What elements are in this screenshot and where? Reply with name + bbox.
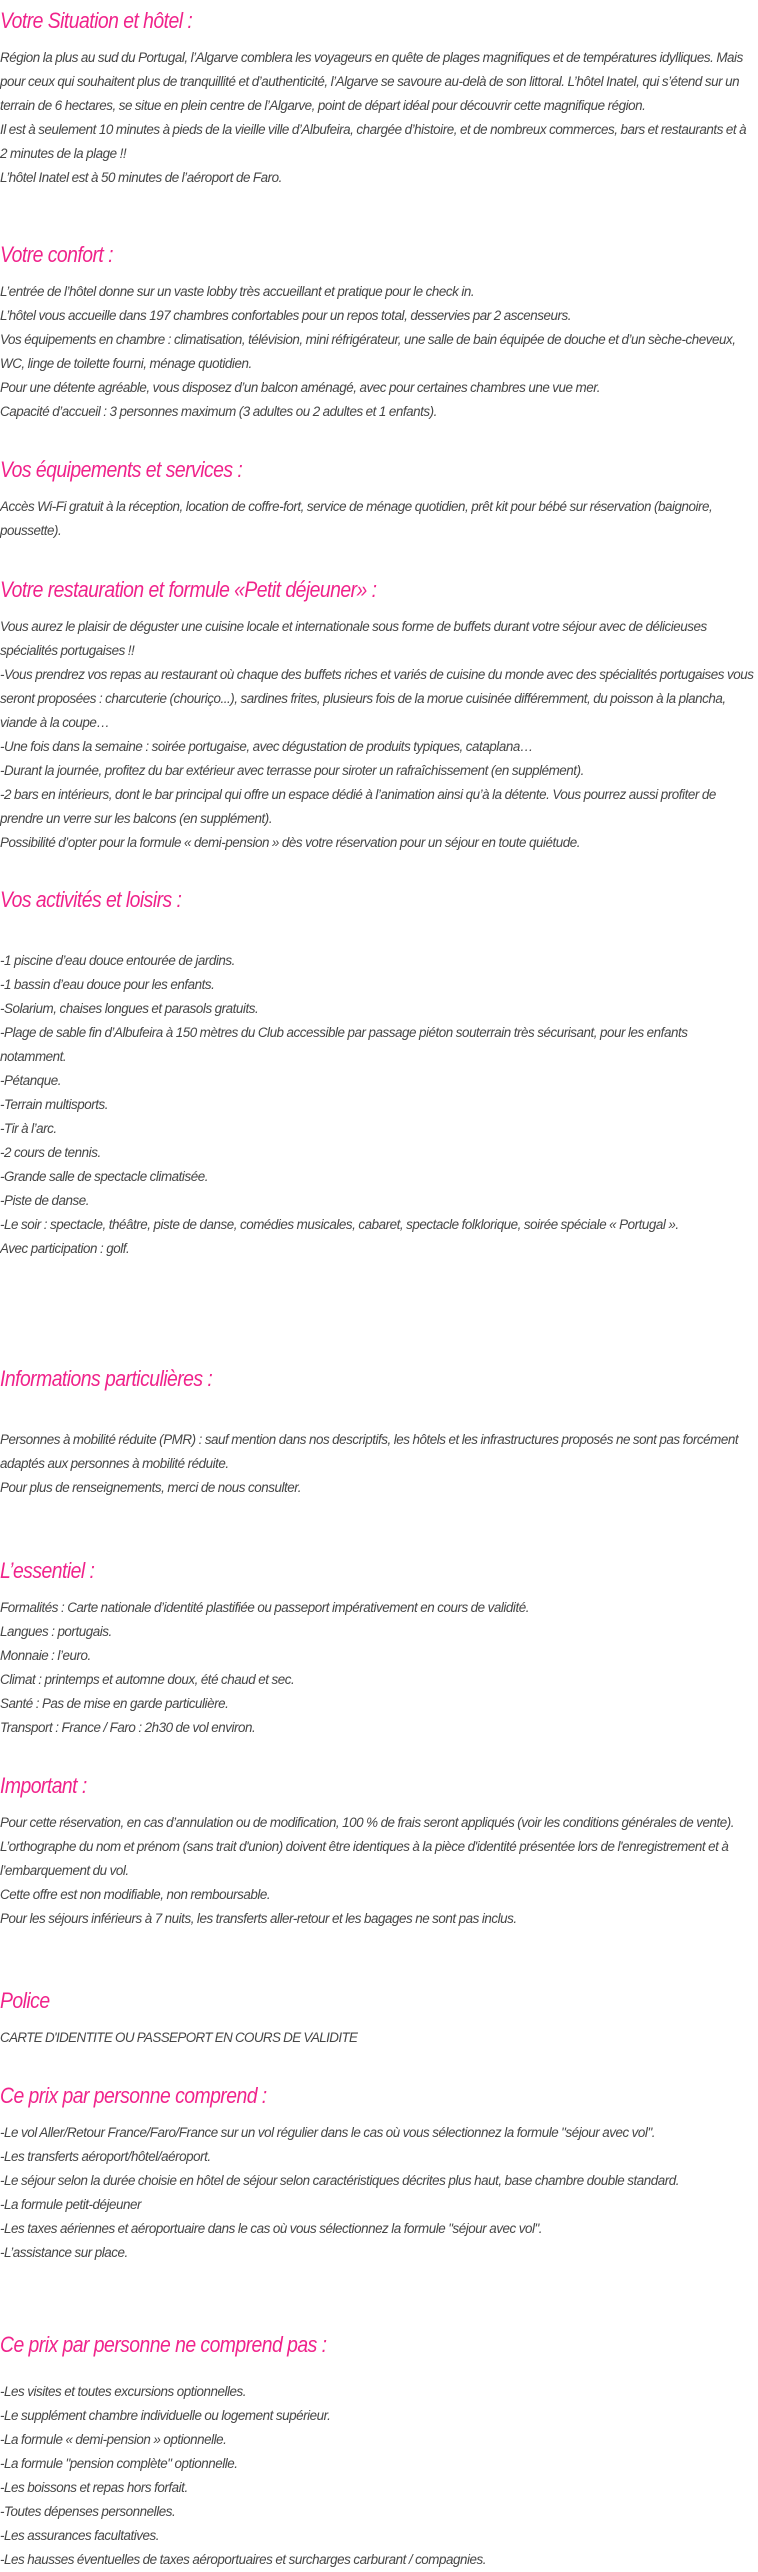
section-body: [0, 949, 756, 1261]
list-item: -1 piscine d’eau douce entourée de jardins.: [0, 953, 235, 968]
list-item: -Toutes dépenses personnelles.: [0, 2504, 176, 2519]
section-body: [0, 1428, 756, 1500]
paragraph: CARTE D'IDENTITE OU PASSEPORT EN COURS DE VALIDITE: [0, 2030, 358, 2045]
section-body: [0, 1811, 756, 1931]
paragraph: -Durant la journée, profitez du bar extérieur avec terrasse pour siroter un rafraîchissement (en supplément).: [0, 763, 584, 778]
paragraph: Vos équipements en chambre : climatisation, télévision, mini réfrigérateur, une salle de bain équipée de douche et d’un sèche-cheveux, WC, linge de toilette fourni, ménage quotidien.: [0, 332, 736, 371]
section-body: [0, 2380, 756, 2572]
list-item: -Plage de sable fin d’Albufeira à 150 mètres du Club accessible par passage piéton souterrain très sécurisant, pour les enfants notamment.: [0, 1025, 688, 1064]
list-item: -Terrain multisports.: [0, 1097, 109, 1112]
paragraph: Cette offre est non modifiable, non remboursable.: [0, 1887, 271, 1902]
section-body: [0, 2121, 756, 2265]
list-item: -Solarium, chaises longues et parasols gratuits.: [0, 1001, 259, 1016]
paragraph: Personnes à mobilité réduite (PMR) : sauf mention dans nos descriptifs, les hôtels et les infrastructures proposés ne sont pas forcément adaptés aux personnes à mobilité réduite.: [0, 1432, 739, 1471]
paragraph: L’entrée de l’hôtel donne sur un vaste lobby très accueillant et pratique pour le check in.: [0, 284, 475, 299]
section-heading: Important :: [0, 1773, 87, 1798]
section-prix-comprend: [0, 2081, 756, 2265]
list-item: -1 bassin d’eau douce pour les enfants.: [0, 977, 215, 992]
list-item: -2 cours de tennis.: [0, 1145, 101, 1160]
section-body: [0, 615, 756, 855]
list-item: -Grande salle de spectacle climatisée.: [0, 1169, 208, 1184]
list-item: -La formule « demi-pension » optionnelle.: [0, 2432, 227, 2447]
section-heading: Ce prix par personne comprend :: [0, 2083, 267, 2108]
list-item: -Les transferts aéroport/hôtel/aéroport.: [0, 2149, 211, 2164]
section-heading: Votre Situation et hôtel :: [0, 8, 193, 33]
list-item: -Piste de danse.: [0, 1193, 89, 1208]
paragraph: L’hôtel vous accueille dans 197 chambres confortables pour un repos total, desservies par 2 ascenseurs.: [0, 308, 571, 323]
info-line: Langues : portugais.: [0, 1624, 112, 1639]
list-item: -Les hausses éventuelles de taxes aéroportuaires et surcharges carburant / compagnies.: [0, 2552, 487, 2567]
section-body: [0, 280, 756, 424]
paragraph: Vous aurez le plaisir de déguster une cuisine locale et internationale sous forme de buffets durant votre séjour avec de délicieuses spécialités portugaises !!: [0, 619, 707, 658]
list-item: -Les boissons et repas hors forfait.: [0, 2480, 188, 2495]
section-heading: Vos équipements et services :: [0, 457, 243, 482]
info-line: Climat : printemps et automne doux, été chaud et sec.: [0, 1672, 295, 1687]
info-line: Transport : France / Faro : 2h30 de vol environ.: [0, 1720, 256, 1735]
list-item: -Tir à l’arc.: [0, 1121, 57, 1136]
section-restauration: [0, 575, 756, 855]
paragraph: Il est à seulement 10 minutes à pieds de la vieille ville d’Albufeira, chargée d’histoire, et de nombreux commerces, bars et restaurants et à 2 minutes de la plage !!: [0, 122, 747, 161]
section-body: [0, 1596, 756, 1740]
section-body: [0, 2026, 756, 2050]
section-informations-particulieres: [0, 1364, 756, 1500]
list-item: -La formule petit-déjeuner: [0, 2197, 142, 2212]
paragraph: Pour plus de renseignements, merci de nous consulter.: [0, 1480, 302, 1495]
paragraph: Accès Wi-Fi gratuit à la réception, location de coffre-fort, service de ménage quotidien, prêt kit pour bébé sur réservation (baignoire, poussette).: [0, 499, 713, 538]
info-line: Formalités : Carte nationale d’identité plastifiée ou passeport impérativement en cours de validité.: [0, 1600, 529, 1615]
list-item: Avec participation : golf.: [0, 1241, 130, 1256]
section-heading: Vos activités et loisirs :: [0, 887, 182, 912]
section-police: [0, 1986, 756, 2050]
section-heading: Police: [0, 1988, 50, 2013]
list-item: -Les visites et toutes excursions optionnelles.: [0, 2384, 247, 2399]
paragraph: Possibilité d’opter pour la formule « demi-pension » dès votre réservation pour un séjour en toute quiétude.: [0, 835, 581, 850]
paragraph: -Une fois dans la semaine : soirée portugaise, avec dégustation de produits typiques, cataplana…: [0, 739, 533, 754]
list-item: -Le séjour selon la durée choisie en hôtel de séjour selon caractéristiques décrites plus haut, base chambre double standard.: [0, 2173, 680, 2188]
section-activites-loisirs: [0, 885, 756, 1261]
paragraph: Région la plus au sud du Portugal, l’Algarve comblera les voyageurs en quête de plages magnifiques et de températures idylliques. Mais pour ceux qui souhaitent plus de tranquillité et d’authenticité, l’Algarve se savoure au-delà de son littoral. L’hôtel Inatel, qui s’étend sur un terrain de 6 hectares, se situe en plein centre de l’Algarve, point de départ idéal pour découvrir cette magnifique région.: [0, 50, 743, 113]
list-item: -Les assurances facultatives.: [0, 2528, 160, 2543]
section-body: [0, 46, 756, 190]
section-heading: Votre confort :: [0, 242, 113, 267]
paragraph: Pour une détente agréable, vous disposez d’un balcon aménagé, avec pour certaines chambres une vue mer.: [0, 380, 600, 395]
list-item: -Le soir : spectacle, théâtre, piste de danse, comédies musicales, cabaret, spectacle folklorique, soirée spéciale « Portugal ».: [0, 1217, 679, 1232]
section-heading: Ce prix par personne ne comprend pas :: [0, 2332, 327, 2357]
list-item: -Les taxes aériennes et aéroportuaire dans le cas où vous sélectionnez la formule "séjour avec vol".: [0, 2221, 543, 2236]
section-heading: Informations particulières :: [0, 1366, 213, 1391]
list-item: -Pétanque.: [0, 1073, 62, 1088]
list-item: -Le vol Aller/Retour France/Faro/France sur un vol régulier dans le cas où vous sélectionnez la formule "séjour avec vol".: [0, 2125, 656, 2140]
list-item: -La formule "pension complète" optionnelle.: [0, 2456, 238, 2471]
paragraph: L’orthographe du nom et prénom (sans trait d'union) doivent être identiques à la pièce d'identité présentée lors de l'enregistrement et à l’embarquement du vol.: [0, 1839, 729, 1878]
section-situation-hotel: [0, 6, 756, 190]
section-prix-ne-comprend-pas: [0, 2330, 756, 2572]
info-line: Monnaie : l’euro.: [0, 1648, 91, 1663]
paragraph: -Vous prendrez vos repas au restaurant où chaque des buffets riches et variés de cuisine du monde avec des spécialités portugaises vous seront proposées : charcuterie (chouriço...), sardines frites, plusieurs fois de la morue cuisinée différemment, du poisson à la plancha, viande à la coupe…: [0, 667, 754, 730]
section-confort: [0, 240, 756, 424]
list-item: -L’assistance sur place.: [0, 2245, 128, 2260]
paragraph: L’hôtel Inatel est à 50 minutes de l’aéroport de Faro.: [0, 170, 282, 185]
paragraph: Pour cette réservation, en cas d’annulation ou de modification, 100 % de frais seront appliqués (voir les conditions générales de vente).: [0, 1815, 735, 1830]
section-heading: Votre restauration et formule «Petit déjeuner» :: [0, 577, 377, 602]
section-important: [0, 1771, 756, 1931]
section-equipements-services: [0, 455, 756, 543]
paragraph: Pour les séjours inférieurs à 7 nuits, les transferts aller-retour et les bagages ne sont pas inclus.: [0, 1911, 517, 1926]
section-body: [0, 495, 756, 543]
info-line: Santé : Pas de mise en garde particulière.: [0, 1696, 229, 1711]
list-item: -Le supplément chambre individuelle ou logement supérieur.: [0, 2408, 331, 2423]
section-essentiel: [0, 1556, 756, 1740]
paragraph: -2 bars en intérieurs, dont le bar principal qui offre un espace dédié à l’animation ainsi qu’à la détente. Vous pourrez aussi profiter de prendre un verre sur les balcons (en supplément).: [0, 787, 716, 826]
section-heading: L’essentiel :: [0, 1558, 95, 1583]
paragraph: Capacité d’accueil : 3 personnes maximum (3 adultes ou 2 adultes et 1 enfants).: [0, 404, 437, 419]
